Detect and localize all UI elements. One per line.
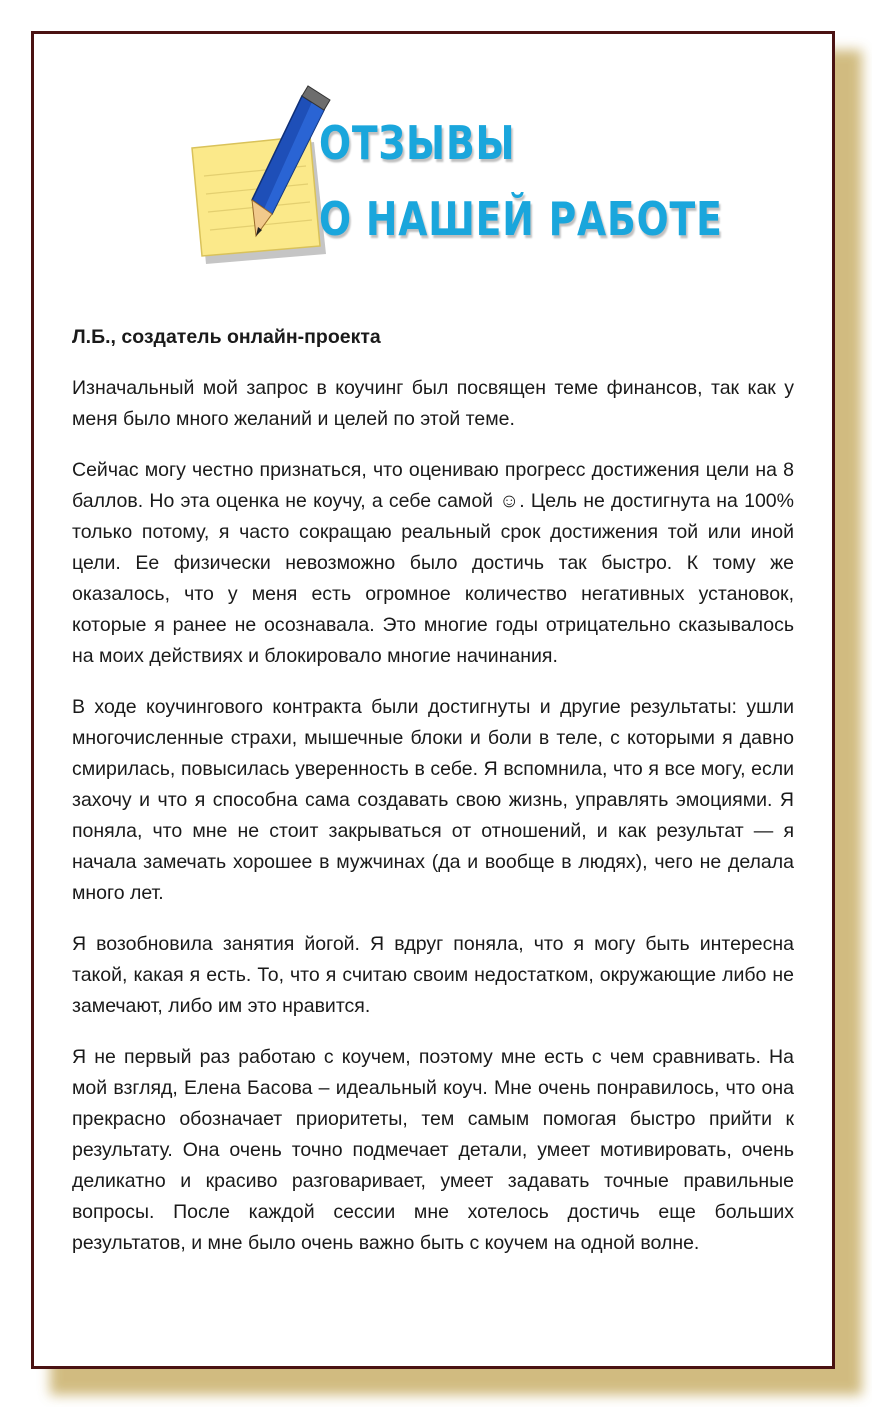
- review-page: [31, 31, 835, 1369]
- review-paragraph: Я возобновила занятия йогой. Я вдруг поняла, что я могу быть интересна такой, какая я есть. То, что я считаю своим недостатком, окружающие либо не замечают, либо им это нравится.: [72, 933, 794, 1017]
- header-logo: [174, 84, 734, 274]
- title-line-1: ОТЗЫВЫ: [319, 116, 516, 170]
- title-line-2: О НАШЕЙ РАБОТЕ: [319, 192, 723, 246]
- review-paragraph: Я не первый раз работаю с коучем, поэтому мне есть с чем сравнивать. На мой взгляд, Елена Басова – идеальный коуч. Мне очень понравилось, что она прекрасно обозначает приоритеты, тем самым помогая быстро прийти к результату. Она очень точно подмечает детали, умеет мотивировать, очень деликатно и красиво разговаривает, умеет задавать точные правильные вопросы. После каждой сессии мне хотелось достичь еще больших результатов, и мне было очень важно быть с коучем на одной волне.: [72, 1046, 794, 1254]
- review-author: Л.Б., создатель онлайн-проекта: [72, 326, 381, 348]
- review-paragraph: Изначальный мой запрос в коучинг был посвящен теме финансов, так как у меня было много желаний и целей по этой теме.: [72, 377, 794, 430]
- review-paragraph: Сейчас могу честно признаться, что оцениваю прогресс достижения цели на 8 баллов. Но эта оценка не коучу, а себе самой ☺. Цель не достигнута на 100% только потому, я часто сокращаю реальный срок достижения той или иной цели. Ее физически невозможно было достичь так быстро. К тому же оказалось, что у меня есть огромное количество негативных установок, которые я ранее не осознавала. Это многие годы отрицательно сказывалось на моих действиях и блокировало многие начинания.: [72, 459, 794, 667]
- review-paragraph: В ходе коучингового контракта были достигнуты и другие результаты: ушли многочисленные страхи, мышечные блоки и боли в теле, с которыми я давно смирилась, повысилась уверенность в себе. Я вспомнила, что я все могу, если захочу и что я способна сама создавать свою жизнь, управлять эмоциями. Я поняла, что мне не стоит закрываться от отношений, и как результат — я начала замечать хорошее в мужчинах (да и вообще в людях), чего не делала много лет.: [72, 696, 794, 904]
- review-content: [72, 322, 794, 1279]
